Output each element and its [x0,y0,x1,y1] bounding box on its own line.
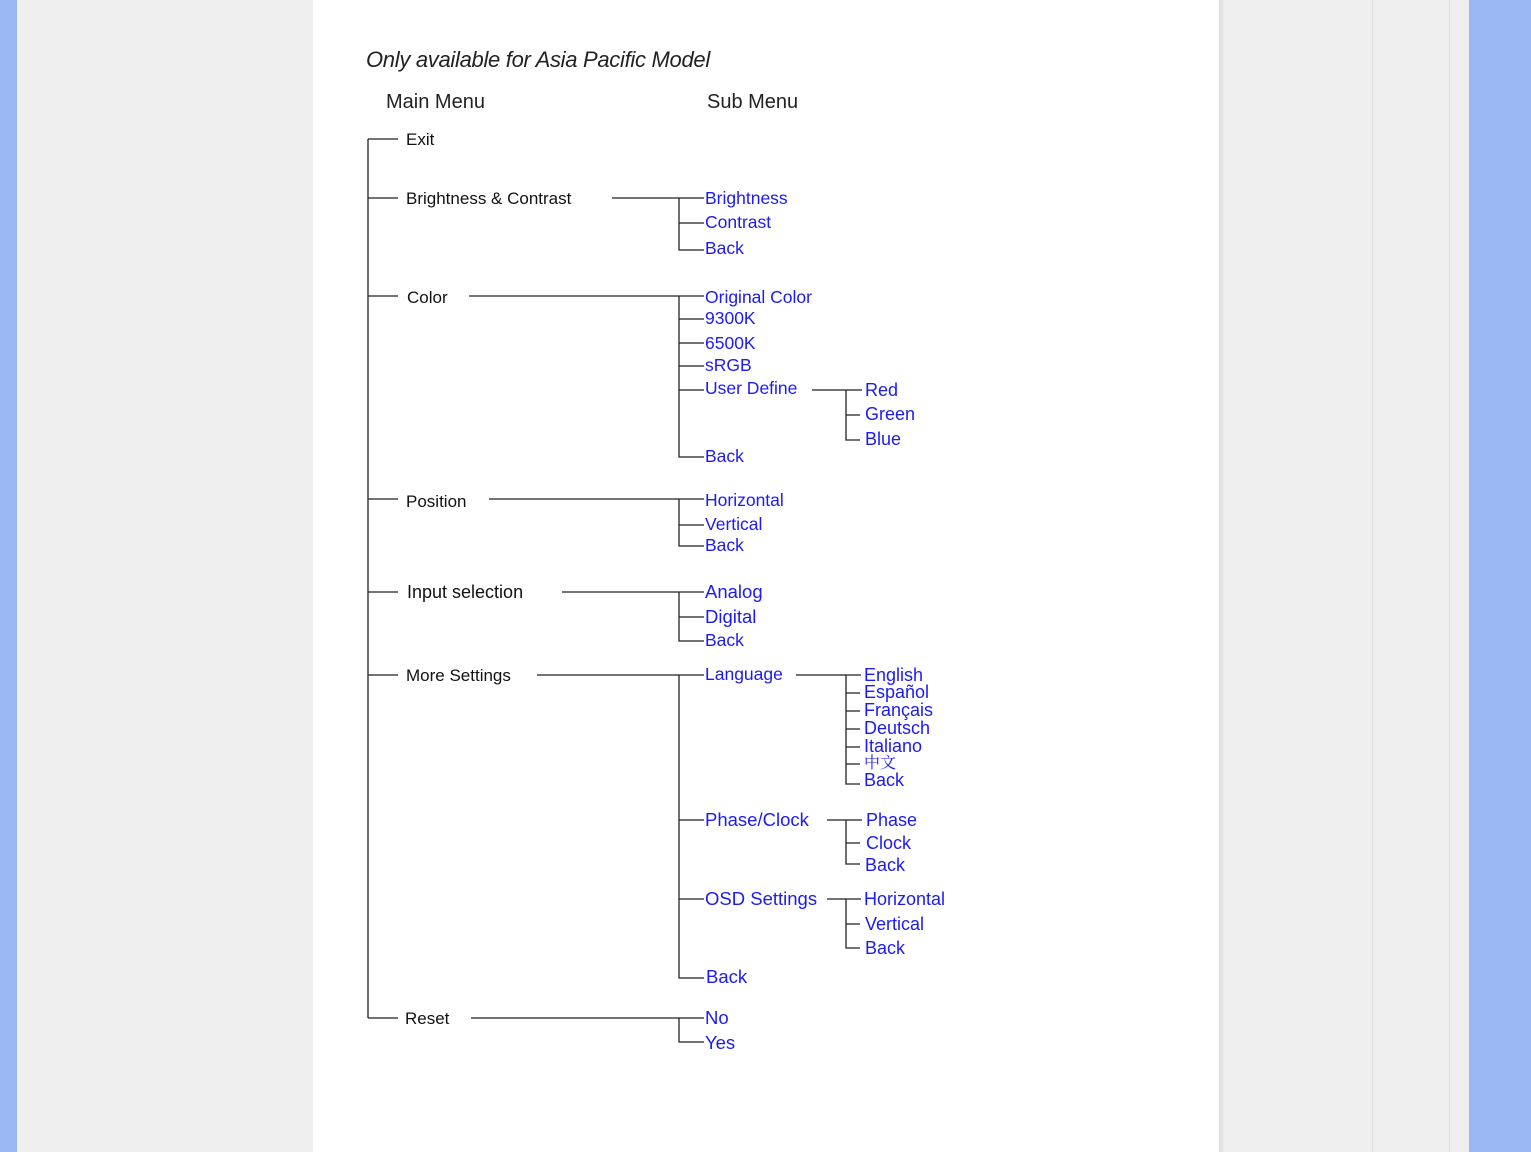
sub-language: Language [705,664,783,684]
connector-brightness-contrast [612,198,704,250]
model-note: Only available for Asia Pacific Model [366,47,710,72]
main-menu-header: Main Menu [386,91,485,113]
sub-phase: Phase [866,810,918,830]
sub-6500k: 6500K [705,333,756,353]
sub-brightness: Brightness [705,188,788,208]
connector-phase-clock [827,820,862,864]
connector-more-settings [537,675,704,978]
lang-deutsch: Deutsch [864,718,931,738]
sub-blue: Blue [865,429,902,449]
menu-input-selection: Input selection [407,582,524,602]
sub-original-color: Original Color [705,287,812,307]
menu-brightness-contrast: Brightness & Contrast [406,189,572,208]
menu-exit: Exit [406,130,435,149]
sub-green: Green [865,404,916,424]
sub-back: Back [705,238,744,258]
lang-francais: Français [864,700,934,720]
sub-srgb: sRGB [705,355,752,375]
sub-analog: Analog [705,581,763,602]
sub-horizontal: Horizontal [705,490,784,510]
menu-more-settings: More Settings [406,666,511,685]
sub-back: Back [705,446,744,466]
sub-back: Back [706,966,748,987]
sub-osd-settings: OSD Settings [705,888,818,909]
lang-english: English [864,665,924,685]
lang-back: Back [864,770,905,790]
sub-red: Red [865,380,899,400]
lang-espanol: Español [864,682,930,702]
lang-chinese: 中文 [864,755,897,772]
sub-osd-vertical: Vertical [865,914,925,934]
sub-osd-horizontal: Horizontal [864,889,946,909]
sub-back: Back [865,855,906,875]
sub-back: Back [705,535,744,555]
sub-phase-clock: Phase/Clock [705,809,809,830]
connector-language [796,675,861,784]
lang-italiano: Italiano [864,736,923,756]
sub-menu-header: Sub Menu [707,91,799,113]
sub-vertical: Vertical [705,514,763,534]
sub-back: Back [865,938,906,958]
menu-color: Color [407,288,448,307]
sub-yes: Yes [705,1032,736,1053]
sub-digital: Digital [705,606,757,627]
sub-no: No [705,1007,729,1028]
menu-position: Position [406,492,467,511]
sub-contrast: Contrast [705,212,772,232]
connector-color [469,296,704,457]
connector-position [489,499,704,546]
connector-reset [471,1018,704,1042]
connector-input-selection [562,592,704,641]
connector-osd-settings [827,899,861,948]
sub-9300k: 9300K [705,308,756,328]
sub-user-define: User Define [705,378,798,398]
menu-reset: Reset [405,1009,450,1028]
connector-user-define [812,390,862,440]
sub-back: Back [705,630,744,650]
sub-clock: Clock [866,833,912,853]
